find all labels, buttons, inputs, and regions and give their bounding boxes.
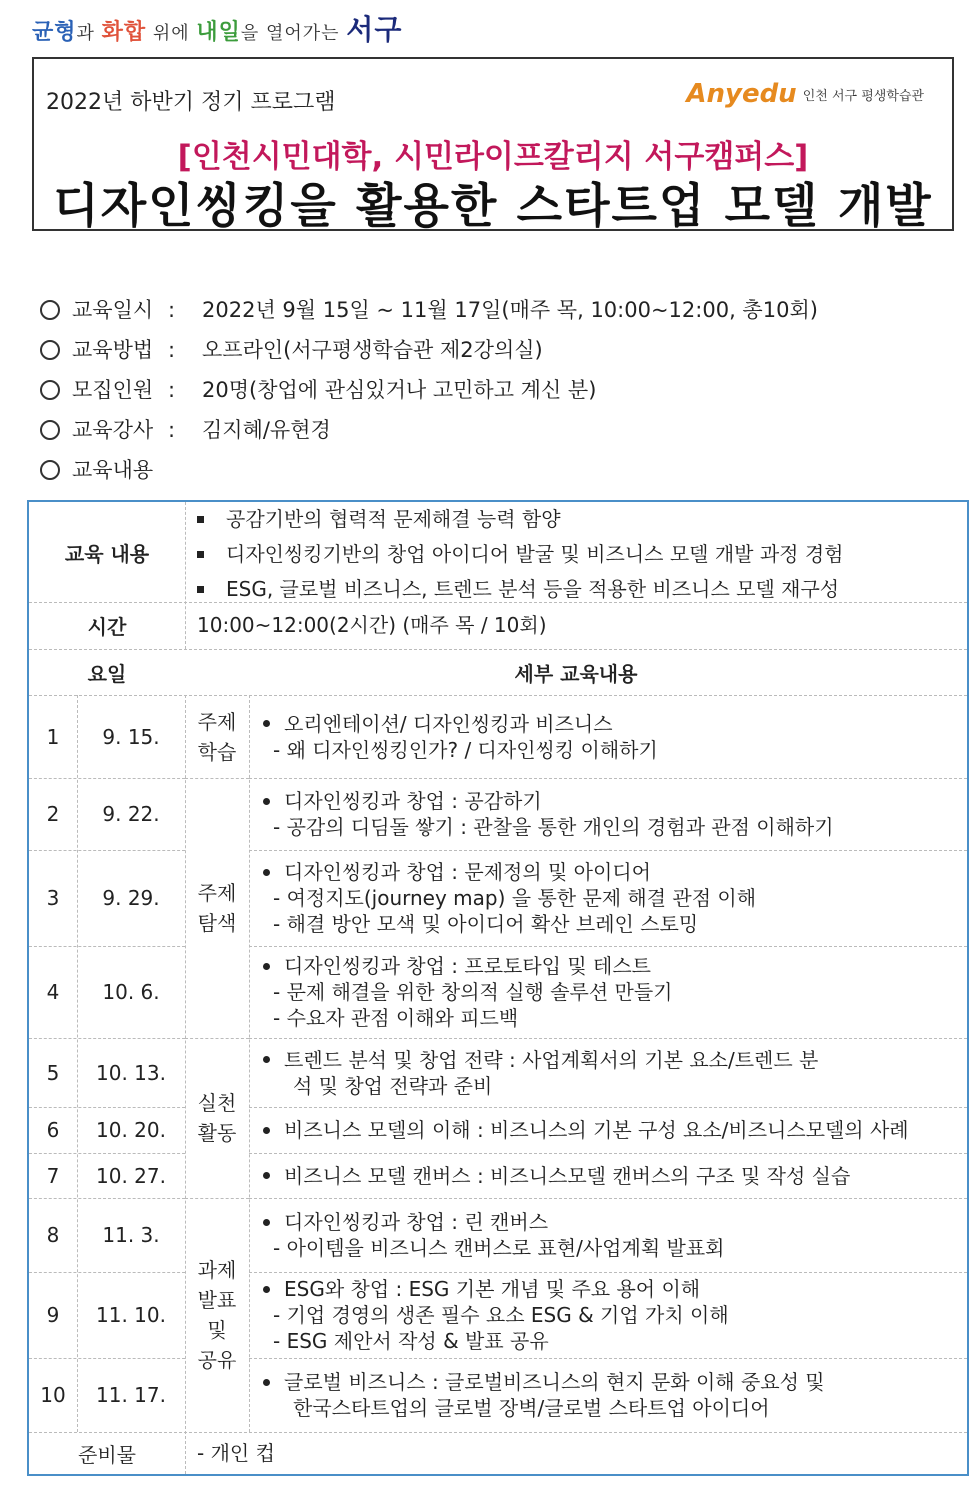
session-detail-line [249,814,967,840]
session-detail-text: - 수요자 관점 이해와 피드백 [273,1006,519,1030]
time-label: 시간 [87,615,127,639]
circle-bullet-icon [40,420,60,440]
page-title: 디자인씽킹을 활용한 스타트업 모델 개발 [53,179,933,234]
info-row [40,410,818,450]
col-divider [185,695,186,1474]
session-detail-line [249,737,967,763]
session-detail-line [249,711,967,737]
session-date: 10. 20. [96,1118,166,1142]
program-label: 2022년 하반기 정기 프로그램 [46,90,336,115]
time-value: 10:00~12:00(2시간) (매주 목 / 10회) [197,613,547,637]
round-bullet-icon [263,963,270,970]
row-divider [249,1198,967,1199]
curriculum-table [27,500,969,1476]
info-label: 교육일시 [72,298,154,322]
round-bullet-icon [263,1219,270,1226]
session-detail-text: 디자인씽킹과 창업 : 문제정의 및 아이디어 [284,860,651,884]
slogan-part: 균형 [32,20,77,45]
info-value: 김지혜/유현경 [202,418,331,442]
session-date: 9. 15. [102,724,160,749]
group-label-line: 과제 [197,1258,237,1282]
session-detail-text: 디자인씽킹과 창업 : 공감하기 [284,789,542,813]
session-date: 10. 6. [102,980,160,1004]
slogan-part: 위에 [146,23,197,44]
info-value: 20명(창업에 관심있거나 고민하고 계신 분) [202,378,597,402]
session-detail-text: 트렌드 분석 및 창업 전략 : 사업계획서의 기본 요소/트렌드 분 [284,1047,819,1072]
session-detail-line [249,1047,967,1073]
slogan [32,8,402,48]
session-number: 6 [46,1118,60,1142]
detail-label: 세부 교육내용 [514,661,638,686]
session-detail-line [249,1073,967,1099]
session-number: 2 [46,802,60,826]
session-detail-text: 디자인씽킹과 창업 : 프로토타입 및 테스트 [284,954,651,978]
round-bullet-icon [263,720,270,727]
group-label-line: 발표 [197,1288,237,1312]
round-bullet-icon [263,1172,270,1179]
session-date: 11. 3. [102,1223,160,1247]
slogan-part: 내일 [196,20,241,45]
session-detail-text: ESG와 창업 : ESG 기본 개념 및 주요 용어 이해 [284,1277,701,1301]
row-divider [29,778,185,779]
info-value: 2022년 9월 15일 ~ 11월 17일(매주 목, 10:00~12:00, 총10회) [202,298,818,322]
slogan-part: 화합 [101,20,147,45]
supplies-label: 준비물 [78,1442,136,1467]
session-detail-line [249,1117,967,1143]
session-number: 9 [46,1303,60,1327]
round-bullet-icon [263,869,270,876]
logo-org: 인천 서구 평생학습관 [802,88,924,104]
group-label-line: 및 [207,1318,227,1342]
session-detail-line [249,911,967,937]
logo-text: Anyedu [686,79,797,109]
session-detail-line [249,1395,967,1421]
session-detail-text: 한국스타트업의 글로벌 장벽/글로벌 스타트업 아이디어 [293,1396,770,1420]
session-number: 5 [46,1060,60,1085]
content-item-text: ESG, 글로벌 비즈니스, 트렌드 분석 등을 적용한 비즈니스 모델 재구성 [226,577,840,601]
col-divider [249,695,250,1432]
session-detail [249,695,967,778]
row-divider [185,778,249,779]
session-detail-text: - 문제 해결을 위한 창의적 실행 솔루션 만들기 [273,980,673,1004]
session-detail-line [249,1369,967,1395]
group-label-line: 활동 [197,1121,237,1145]
session-detail-text: 석 및 창업 전략과 준비 [293,1073,493,1098]
session-date: 9. 29. [102,886,160,910]
session-detail-text: 오리엔테이션/ 디자인씽킹과 비즈니스 [284,711,613,736]
round-bullet-icon [263,1286,270,1293]
info-list [40,290,818,490]
col-divider [185,502,186,649]
row-divider [29,1198,185,1199]
info-label: 교육내용 [72,458,154,482]
day-label: 요일 [87,661,127,686]
row-divider [29,1272,185,1273]
row-divider [185,1198,249,1199]
session-detail-text: - 해결 방안 모색 및 아이디어 확산 브레인 스토밍 [273,912,699,936]
info-value: 오프라인(서구평생학습관 제2강의실) [202,338,543,362]
round-bullet-icon [263,1127,270,1134]
logo [686,79,924,109]
col-divider [77,695,78,1432]
info-row [40,330,818,370]
content-item [197,502,967,537]
slogan-part: 을 열어가는 [240,23,347,44]
session-detail-line [249,788,967,814]
group-label [185,1198,249,1432]
content-item [197,537,967,572]
row-divider [29,1038,185,1039]
circle-bullet-icon [40,300,60,320]
info-colon: : [168,338,176,362]
session-date: 11. 10. [96,1303,166,1327]
session-number: 10 [40,1383,66,1407]
group-label-line: 공유 [197,1348,237,1372]
session-detail-text: - ESG 제안서 작성 & 발표 공유 [273,1329,549,1353]
info-colon: : [168,378,176,402]
session-detail-line [249,1328,967,1354]
session-detail-line [249,953,967,979]
circle-bullet-icon [40,340,60,360]
session-number: 3 [46,886,60,910]
session-detail-line [249,1163,967,1189]
session-detail-text: 비즈니스 모델 캔버스 : 비즈니스모델 캔버스의 구조 및 작성 실습 [284,1163,851,1188]
content-label: 교육 내용 [64,541,150,566]
content-item-text: 디자인씽킹기반의 창업 아이디어 발굴 및 비즈니스 모델 개발 과정 경험 [226,542,844,566]
group-label-line: 주제 [197,881,237,905]
info-label: 교육강사 [72,418,154,442]
round-bullet-icon [263,798,270,805]
session-date: 10. 27. [96,1163,166,1188]
group-label [185,778,249,1038]
session-detail-text: - 아이템을 비즈니스 캔버스로 표현/사업계획 발표회 [273,1236,725,1260]
slogan-part: 서구 [346,13,403,46]
session-detail-text: 글로벌 비즈니스 : 글로벌비즈니스의 현지 문화 이해 중요성 및 [284,1370,825,1394]
session-detail-line [249,885,967,911]
supplies-value: - 개인 컵 [197,1441,275,1465]
row-divider [29,946,185,947]
session-detail [249,946,967,1038]
row-divider [249,1153,967,1154]
row-divider [249,850,967,851]
session-number: 1 [46,724,60,749]
row-divider [249,1107,967,1108]
session-detail-line [249,1005,967,1031]
session-detail-line [249,1276,967,1302]
session-date: 11. 17. [96,1383,166,1407]
slogan-part: 과 [76,23,102,44]
session-detail-text: 디자인씽킹과 창업 : 린 캔버스 [284,1210,549,1234]
row-divider [29,850,185,851]
session-detail-text: - 공감의 디딤돌 쌓기 : 관찰을 통한 개인의 경험과 관점 이해하기 [273,815,834,839]
session-detail [249,850,967,946]
session-number: 4 [46,980,60,1004]
header-box [32,57,954,234]
session-detail [249,1038,967,1107]
circle-bullet-icon [40,380,60,400]
square-bullet-icon [197,551,204,558]
session-detail-text: 비즈니스 모델의 이해 : 비즈니스의 기본 구성 요소/비즈니스모델의 사례 [284,1118,909,1142]
row-divider [249,778,967,779]
group-label-line: 탐색 [197,911,237,935]
group-label-line: 주제 [197,709,237,734]
session-date: 10. 13. [96,1060,166,1085]
info-colon: : [168,418,176,442]
session-number: 8 [46,1223,60,1247]
session-detail-text: - 왜 디자인씽킹인가? / 디자인씽킹 이해하기 [273,737,658,762]
session-detail [249,1358,967,1432]
session-detail-text: - 기업 경영의 생존 필수 요소 ESG & 기업 가치 이해 [273,1303,729,1327]
group-label-line: 학습 [197,739,237,764]
subtitle: [인천시민대학, 시민라이프칼리지 서구캠퍼스] [177,139,809,175]
session-date: 9. 22. [102,802,160,826]
session-detail-line [249,1235,967,1261]
square-bullet-icon [197,586,204,593]
square-bullet-icon [197,516,204,523]
group-label [185,695,249,778]
session-detail [249,1107,967,1153]
content-items [197,502,967,602]
row-divider [249,1358,967,1359]
info-label: 모집인원 [72,378,154,402]
session-detail [249,1198,967,1272]
info-label: 교육방법 [72,338,154,362]
row-divider [249,1038,967,1039]
session-detail-text: - 여정지도(journey map) 을 통한 문제 해결 관점 이해 [273,886,757,910]
session-detail-line [249,1302,967,1328]
info-row [40,290,818,330]
session-detail [249,1272,967,1358]
row-divider [185,1038,249,1039]
row-divider [249,1272,967,1273]
info-row [40,370,818,410]
circle-bullet-icon [40,460,60,480]
session-detail-line [249,979,967,1005]
group-label-line: 실천 [197,1091,237,1115]
session-detail [249,778,967,850]
content-item-text: 공감기반의 협력적 문제해결 능력 함양 [226,507,561,531]
row-divider [29,1153,185,1154]
row-divider [29,1358,185,1359]
round-bullet-icon [263,1056,270,1063]
session-number: 7 [46,1163,60,1188]
info-row [40,450,818,490]
session-detail [249,1153,967,1198]
session-detail-line [249,1209,967,1235]
row-divider [29,1107,185,1108]
round-bullet-icon [263,1379,270,1386]
session-detail-line [249,859,967,885]
row-divider [249,946,967,947]
group-label [185,1038,249,1198]
info-colon: : [168,298,176,322]
